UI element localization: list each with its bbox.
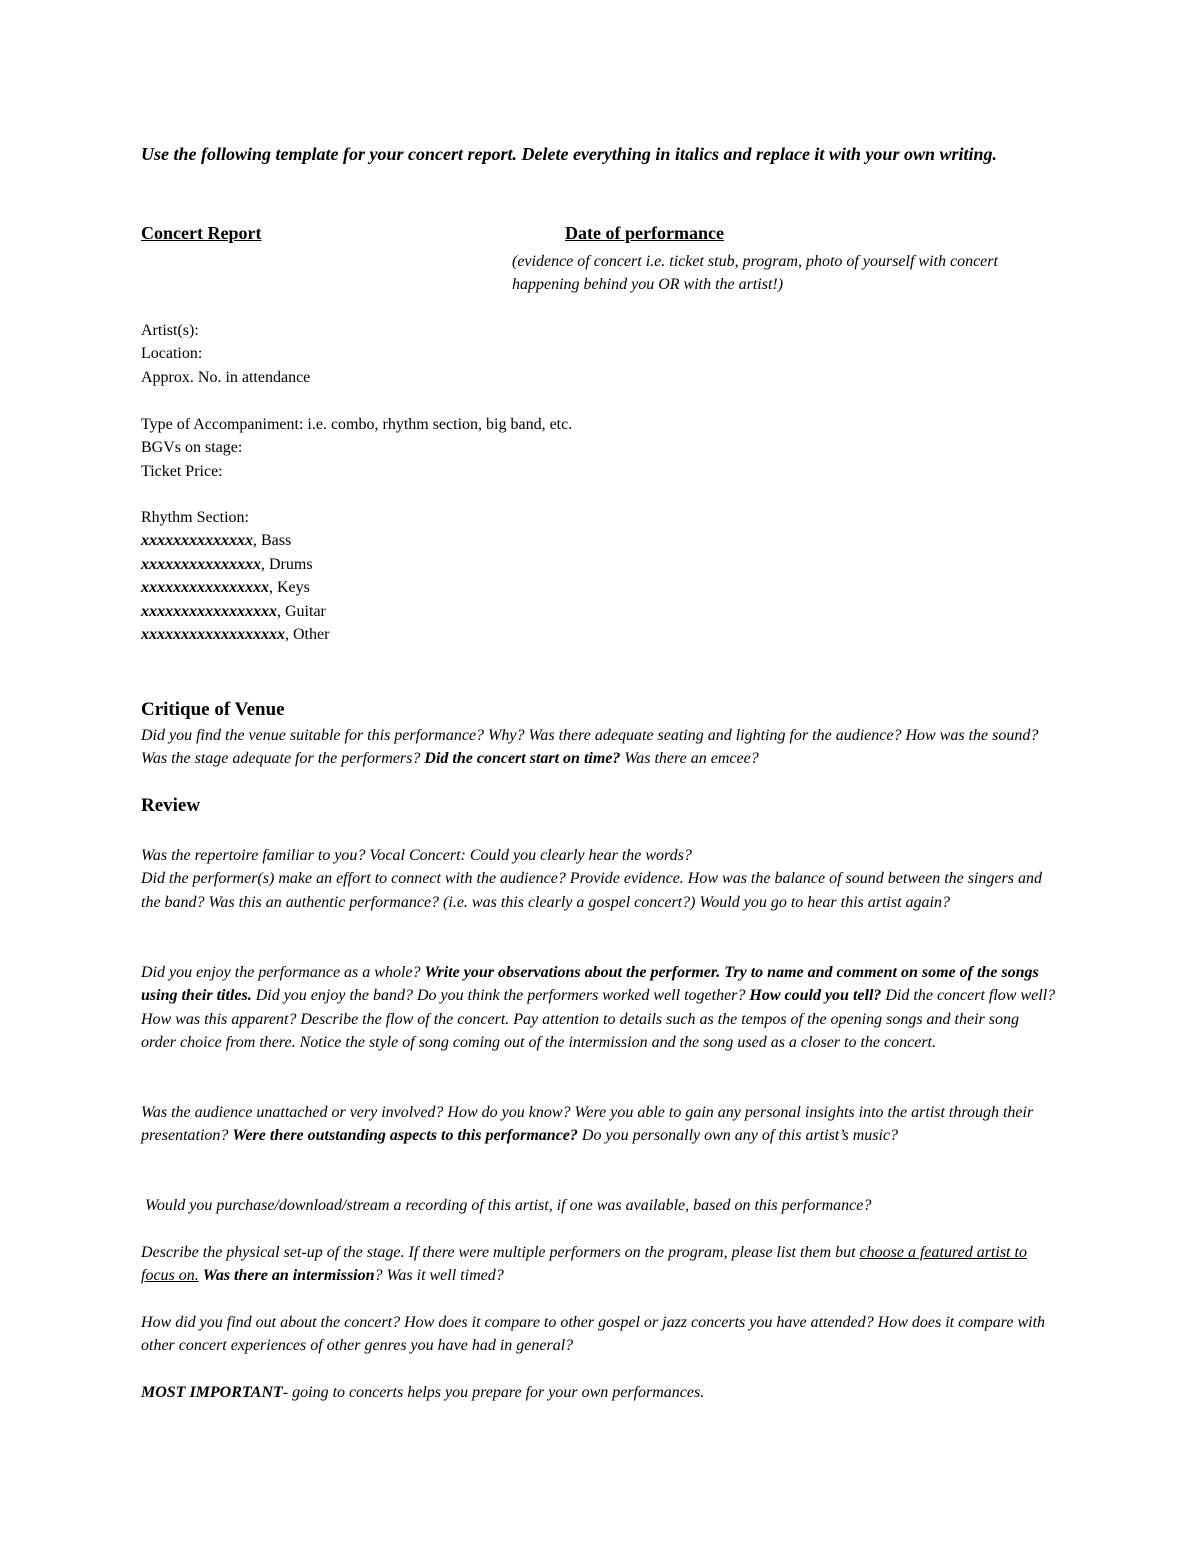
rhythm-member-guitar bbox=[141, 600, 1056, 623]
intro-instructions: Use the following template for your concert report. Delete everything in italics and replace it with your own writing. bbox=[141, 144, 997, 164]
critique-text-part: Did you find the venue suitable for this performance? Why? Was there adequate seating and lighting for the audience? How was the sound? Was the stage adequate for the performers? bbox=[141, 727, 1039, 768]
ticket-price-field: Ticket Price: bbox=[141, 462, 223, 480]
review-p2-text: Did you enjoy the performance as a whole? bbox=[141, 964, 425, 981]
review-p3-text: Do you personally own any of this artist’s music? bbox=[577, 1127, 899, 1145]
member-placeholder: xxxxxxxxxxxxxxxxx bbox=[141, 602, 277, 620]
rhythm-section bbox=[141, 506, 1056, 646]
review-paragraph-3 bbox=[141, 1101, 1056, 1148]
review-heading: Review bbox=[141, 795, 201, 816]
member-placeholder: xxxxxxxxxxxxxxx bbox=[141, 555, 261, 573]
rhythm-member-bass bbox=[141, 529, 1056, 552]
member-role: , Drums bbox=[261, 555, 313, 573]
accompaniment-field: Type of Accompaniment: i.e. combo, rhythm section, big band, etc. bbox=[141, 416, 573, 433]
info-block-1 bbox=[141, 319, 1056, 389]
member-role: , Guitar bbox=[277, 602, 326, 620]
evidence-note: (evidence of concert i.e. ticket stub, program, photo of yourself with concert happening behind you OR with the artist!) bbox=[512, 253, 998, 294]
most-important-label: MOST IMPORTANT bbox=[141, 1384, 283, 1401]
review-paragraph-6: How did you find out about the concert? How does it compare to other gospel or jazz concerts you have attended? How does it compare with other concert experiences of other genres you have had in general? bbox=[141, 1314, 1046, 1355]
member-placeholder: xxxxxxxxxxxxxxxx bbox=[141, 579, 269, 597]
rhythm-member-keys bbox=[141, 576, 1056, 599]
member-role: , Bass bbox=[253, 532, 292, 550]
review-p1-line-b: Did the performer(s) make an effort to connect with the audience? Provide evidence. How was the balance of sound between the singers and the band? Was this an authentic performance? (i.e. was this clearly a gospel concert?) Would you go to hear this artist again? bbox=[141, 870, 1042, 911]
review-p3-bold: Were there outstanding aspects to this performance? bbox=[232, 1127, 578, 1145]
review-p3-text: Was the audience unattached or very involved? How do you know? Were you able to gain any personal insights into the artist through their presentation? bbox=[141, 1104, 1034, 1145]
review-paragraph-5 bbox=[141, 1241, 1056, 1288]
location-field: Location: bbox=[141, 345, 203, 363]
artist-field: Artist(s): bbox=[141, 322, 199, 339]
review-p2-text: Did the concert flow well? How was this apparent? Describe the flow of the concert. Pay attention to details such as the tempos of the opening songs and their song order choice from there. Notice the style of song coming out of the intermission and the song used as a closer to the concert. bbox=[141, 987, 1056, 1052]
member-placeholder: xxxxxxxxxxxxxx bbox=[141, 532, 253, 550]
review-paragraph-7 bbox=[141, 1381, 1056, 1404]
attendance-field: Approx. No. in attendance bbox=[141, 368, 311, 386]
member-placeholder: xxxxxxxxxxxxxxxxxx bbox=[141, 626, 285, 644]
review-p5-text: ? Was it well timed? bbox=[374, 1267, 504, 1285]
critique-bold-question: Did the concert start on time? bbox=[424, 750, 621, 768]
bgvs-field: BGVs on stage: bbox=[141, 439, 243, 457]
rhythm-member-drums bbox=[141, 553, 1056, 576]
review-p7-text: - going to concerts helps you prepare for your own performances. bbox=[282, 1384, 705, 1401]
review-p5-text: Describe the physical set-up of the stage. If there were multiple performers on the program, please list them but bbox=[141, 1244, 860, 1261]
rhythm-member-other bbox=[141, 623, 1056, 646]
critique-heading: Critique of Venue bbox=[141, 699, 285, 720]
review-p1-line-a: Was the repertoire familiar to you? Vocal Concert: Could you clearly hear the words? bbox=[141, 847, 692, 864]
review-paragraph-2 bbox=[141, 961, 1056, 1055]
critique-text bbox=[141, 724, 1056, 771]
critique-text-part: Was there an emcee? bbox=[620, 750, 759, 768]
review-p2-bold: Write your observations about the performer. Try to name and comment on some of the songs using their titles. bbox=[141, 964, 1039, 1005]
review-p5-underlined: choose a featured artist to focus on. bbox=[141, 1244, 1027, 1285]
rhythm-section-label: Rhythm Section: bbox=[141, 509, 249, 526]
review-paragraph-4: Would you purchase/download/stream a recording of this artist, if one was available, based on this performance? bbox=[141, 1197, 872, 1214]
review-p5-bold: Was there an intermission bbox=[202, 1267, 375, 1285]
review-p2-text: Did you enjoy the band? Do you think the performers worked well together? bbox=[251, 987, 750, 1005]
date-of-performance-title: Date of performance bbox=[565, 223, 724, 243]
member-role: , Other bbox=[285, 626, 330, 644]
review-p2-bold: How could you tell? bbox=[749, 987, 882, 1005]
member-role: , Keys bbox=[269, 579, 310, 597]
review-paragraph-1 bbox=[141, 844, 1056, 914]
info-block-2 bbox=[141, 413, 1056, 483]
concert-report-title: Concert Report bbox=[141, 223, 262, 243]
report-header bbox=[141, 222, 1056, 252]
